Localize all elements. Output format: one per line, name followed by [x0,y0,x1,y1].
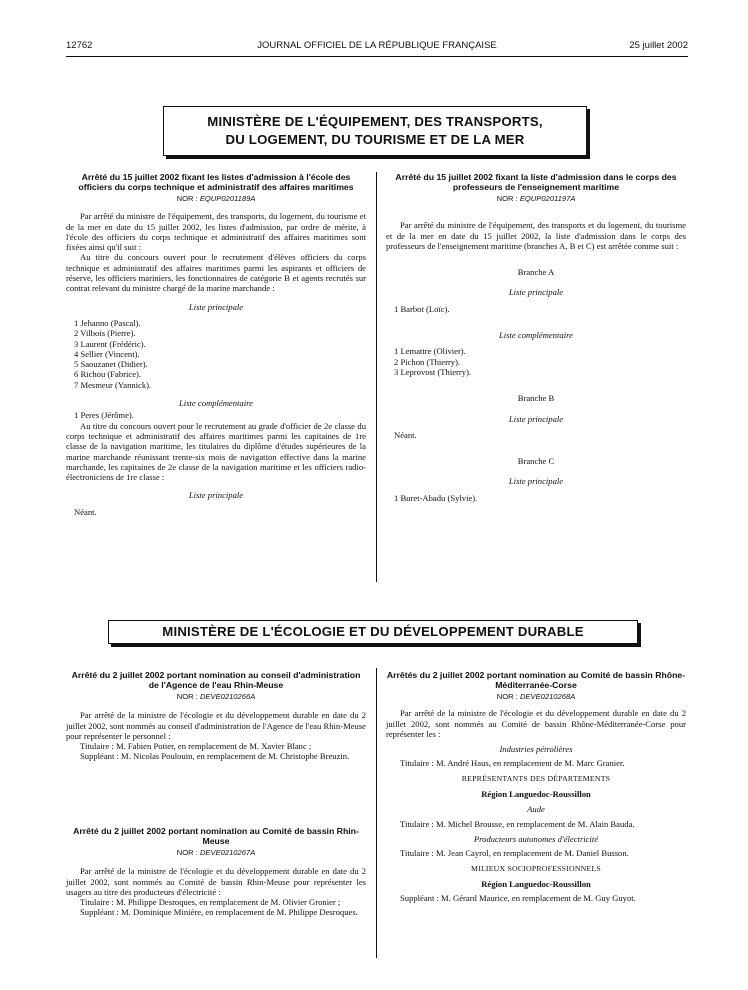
column-separator [376,668,377,958]
paragraph: Par arrêté du ministre de l'équipement, des transports et du logement, du tourisme et de la mer en date du 15 juillet 2002, la liste d'admission dans le corps des professeurs de l'enseignement maritime (branches A, B et C) est arrêtée comme suit : [386,220,686,251]
section-subheading: MILIEUX SOCIOPROFESSIONNELS [471,863,601,873]
nor-reference [66,194,366,204]
ministry-heading-line-2: DU LOGEMENT, DU TOURISME ET DE LA MER [225,132,525,147]
journal-title: JOURNAL OFFICIEL DE LA RÉPUBLIQUE FRANÇAISE [257,40,497,51]
paragraph: Suppléant : M. Gérard Maurice, en remplacement de M. Guy Guyot. [400,893,636,904]
arrete-title: Arrêtés du 2 juillet 2002 portant nomination au Comité de bassin Rhône-Méditerranée-Corse [386,670,686,690]
arrete-agence-eau-rhin-meuse [66,670,366,762]
list-item: 1 Lemattre (Olivier). [394,346,466,357]
list-item: 4 Sellier (Vincent). [74,348,140,359]
section-subheading: REPRÉSENTANTS DES DÉPARTEMENTS [461,773,611,783]
column-separator [376,172,377,582]
nor-label: NOR : [176,194,200,203]
paragraph: Suppléant : M. Dominique Minière, en remplacement de M. Philippe Desroques. [80,907,358,918]
page-header [66,40,688,56]
arrete-title: Arrêté du 2 juillet 2002 portant nomination au conseil d'administration de l'Agence de l'eau Rhin-Meuse [71,670,361,690]
arrete-title: Arrêté du 2 juillet 2002 portant nomination au Comité de bassin Rhin-Meuse [73,826,359,846]
ministry-heading-line: MINISTÈRE DE L'ÉCOLOGIE ET DU DÉVELOPPEMENT DURABLE [162,624,584,639]
branch-heading: Branche A [517,267,555,278]
list-item: Néant. [74,506,97,517]
nor-code: DEVE0210267A [199,848,256,857]
section-subheading: Producteurs autonomes d'électricité [473,833,599,844]
paragraph: Par arrêté de la ministre de l'écologie et du développement durable en date du 2 juillet 2002, sont nommés au conseil d'administration de l'Agence de l'eau Rhin-Meuse pour représenter le personnel : [66,710,366,741]
header-rule [66,56,688,57]
issue-date: 25 juillet 2002 [629,40,688,51]
page-number: 12762 [66,40,93,51]
section-subheading: Région Languedoc-Roussillon [481,789,591,800]
ministry-heading-line-1: MINISTÈRE DE L'ÉQUIPEMENT, DES TRANSPORTS, [207,114,543,129]
ministry-heading-equipement [163,106,587,156]
list-heading: Liste principale [508,287,564,298]
paragraph: Par arrêté de la ministre de l'écologie et du développement durable en date du 2 juillet 2002, sont nommés au Comité de bassin Rhône-Méditerranée-Corse pour représenter les : [386,708,686,739]
arrete-comite-bassin-rhin-meuse [66,826,366,918]
list-item: 1 Buret-Abadu (Sylvie). [394,492,478,503]
paragraph: Par arrêté du ministre de l'équipement, des transports, du logement, du tourisme et de la mer en date du 15 juillet 2002, les listes d'admission, par ordre de mérite, à l'école des officiers du corps technique et administratif des affaires maritimes sont fixées ainsi qu'il suit : [66,211,366,253]
arrete-professeurs-enseignement-maritime [386,172,686,503]
list-item: 2 Pichon (Thierry). [394,356,461,367]
nor-reference [386,692,686,702]
list-item: 1 Barbot (Loïc). [394,303,450,314]
section-subheading: Industries pétrolières [499,744,573,755]
nor-label: NOR : [176,848,200,857]
list-heading: Liste principale [508,413,564,424]
list-heading: Liste principale [508,476,564,487]
nor-code: DEVE0210268A [519,692,576,701]
list-heading: Liste complémentaire [179,398,253,409]
list-item: 1 Peres (Jérôme). [74,410,134,421]
list-item: 5 Saouzanet (Didier). [74,359,148,370]
paragraph: Suppléant : M. Nicolas Poulouin, en remplacement de M. Christophe Breuzin. [80,751,350,762]
nor-reference [66,848,366,858]
list-item: 1 Jehanno (Pascal). [74,317,141,328]
nor-label: NOR : [176,692,200,701]
paragraph: Titulaire : M. André Haus, en remplacement de M. Marc Granier. [400,758,625,769]
list-item: 6 Richou (Fabrice). [74,369,142,380]
nor-reference [386,194,686,204]
branch-heading: Branche C [517,456,555,467]
paragraph: Titulaire : M. Philippe Desroques, en remplacement de M. Olivier Gronier ; [80,897,341,908]
list-heading: Liste principale [188,301,244,312]
arrete-ecole-officiers [66,172,366,517]
arretes-comite-bassin-rhone-mediterranee-corse [386,670,686,903]
nor-reference [66,692,366,702]
branch-heading: Branche B [517,393,555,404]
list-item: 3 Laurent (Frédéric). [74,338,146,349]
paragraph: Titulaire : M. Fabien Potier, en remplacement de M. Xavier Blanc ; [80,741,312,752]
nor-label: NOR : [496,194,520,203]
nor-code: EQUP0201189A [199,194,256,203]
nor-code: DEVE0210266A [199,692,256,701]
list-item: Néant. [394,429,417,440]
nor-code: EQUP0201197A [519,194,576,203]
paragraph: Titulaire : M. Michel Brousse, en remplacement de M. Alain Bauda. [400,818,635,829]
list-item: 2 Vilbois (Pierre). [74,328,136,339]
paragraph: Au titre du concours ouvert pour le recrutement d'élèves officiers du corps technique et administratif des affaires maritimes parmi les aspirants et officiers de réserve, les officiers mariniers, les fonctionnaires de catégorie B et agents recrutés sur contrat relevant du ministre chargé de la marine marchande : [66,252,366,294]
paragraph: Titulaire : M. Jean Cayrol, en remplacement de M. Daniel Busson. [400,848,629,859]
list-heading: Liste complémentaire [499,330,573,341]
ministry-heading-ecologie [108,620,638,644]
arrete-title: Arrêté du 15 juillet 2002 fixant la liste d'admission dans le corps des professeurs de l'enseignement maritime [395,172,677,192]
arrete-title: Arrêté du 15 juillet 2002 fixant les listes d'admission à l'école des officiers du corps technique et administratif des affaires maritimes [78,172,354,192]
list-heading: Liste principale [188,490,244,501]
list-item: 3 Leprovost (Thierry). [394,366,472,377]
paragraph: Par arrêté de la ministre de l'écologie et du développement durable en date du 2 juillet 2002, sont nommés au Comité de bassin Rhin-Meuse pour représenter les usagers au titre des producteurs d'électricité : [66,866,366,897]
paragraph: Au titre du concours ouvert pour le recrutement au grade d'officier de 2e classe du corps technique et administratif des affaires maritimes parmi les capitaines de 1re classe de la navigation maritime, les titulaires du diplôme d'études supérieures de la marine marchande réunissant trente-six mois de navigation effective dans la marine marchande, les capitaines de 2e classe de la navigation maritime et les officiers radio-électroniciens de 1re classe : [66,420,366,483]
nor-label: NOR : [496,692,520,701]
section-subheading: Aude [527,804,545,815]
section-subheading: Région Languedoc-Roussillon [481,878,591,889]
list-item: 7 Mesmeur (Yannick). [74,379,152,390]
